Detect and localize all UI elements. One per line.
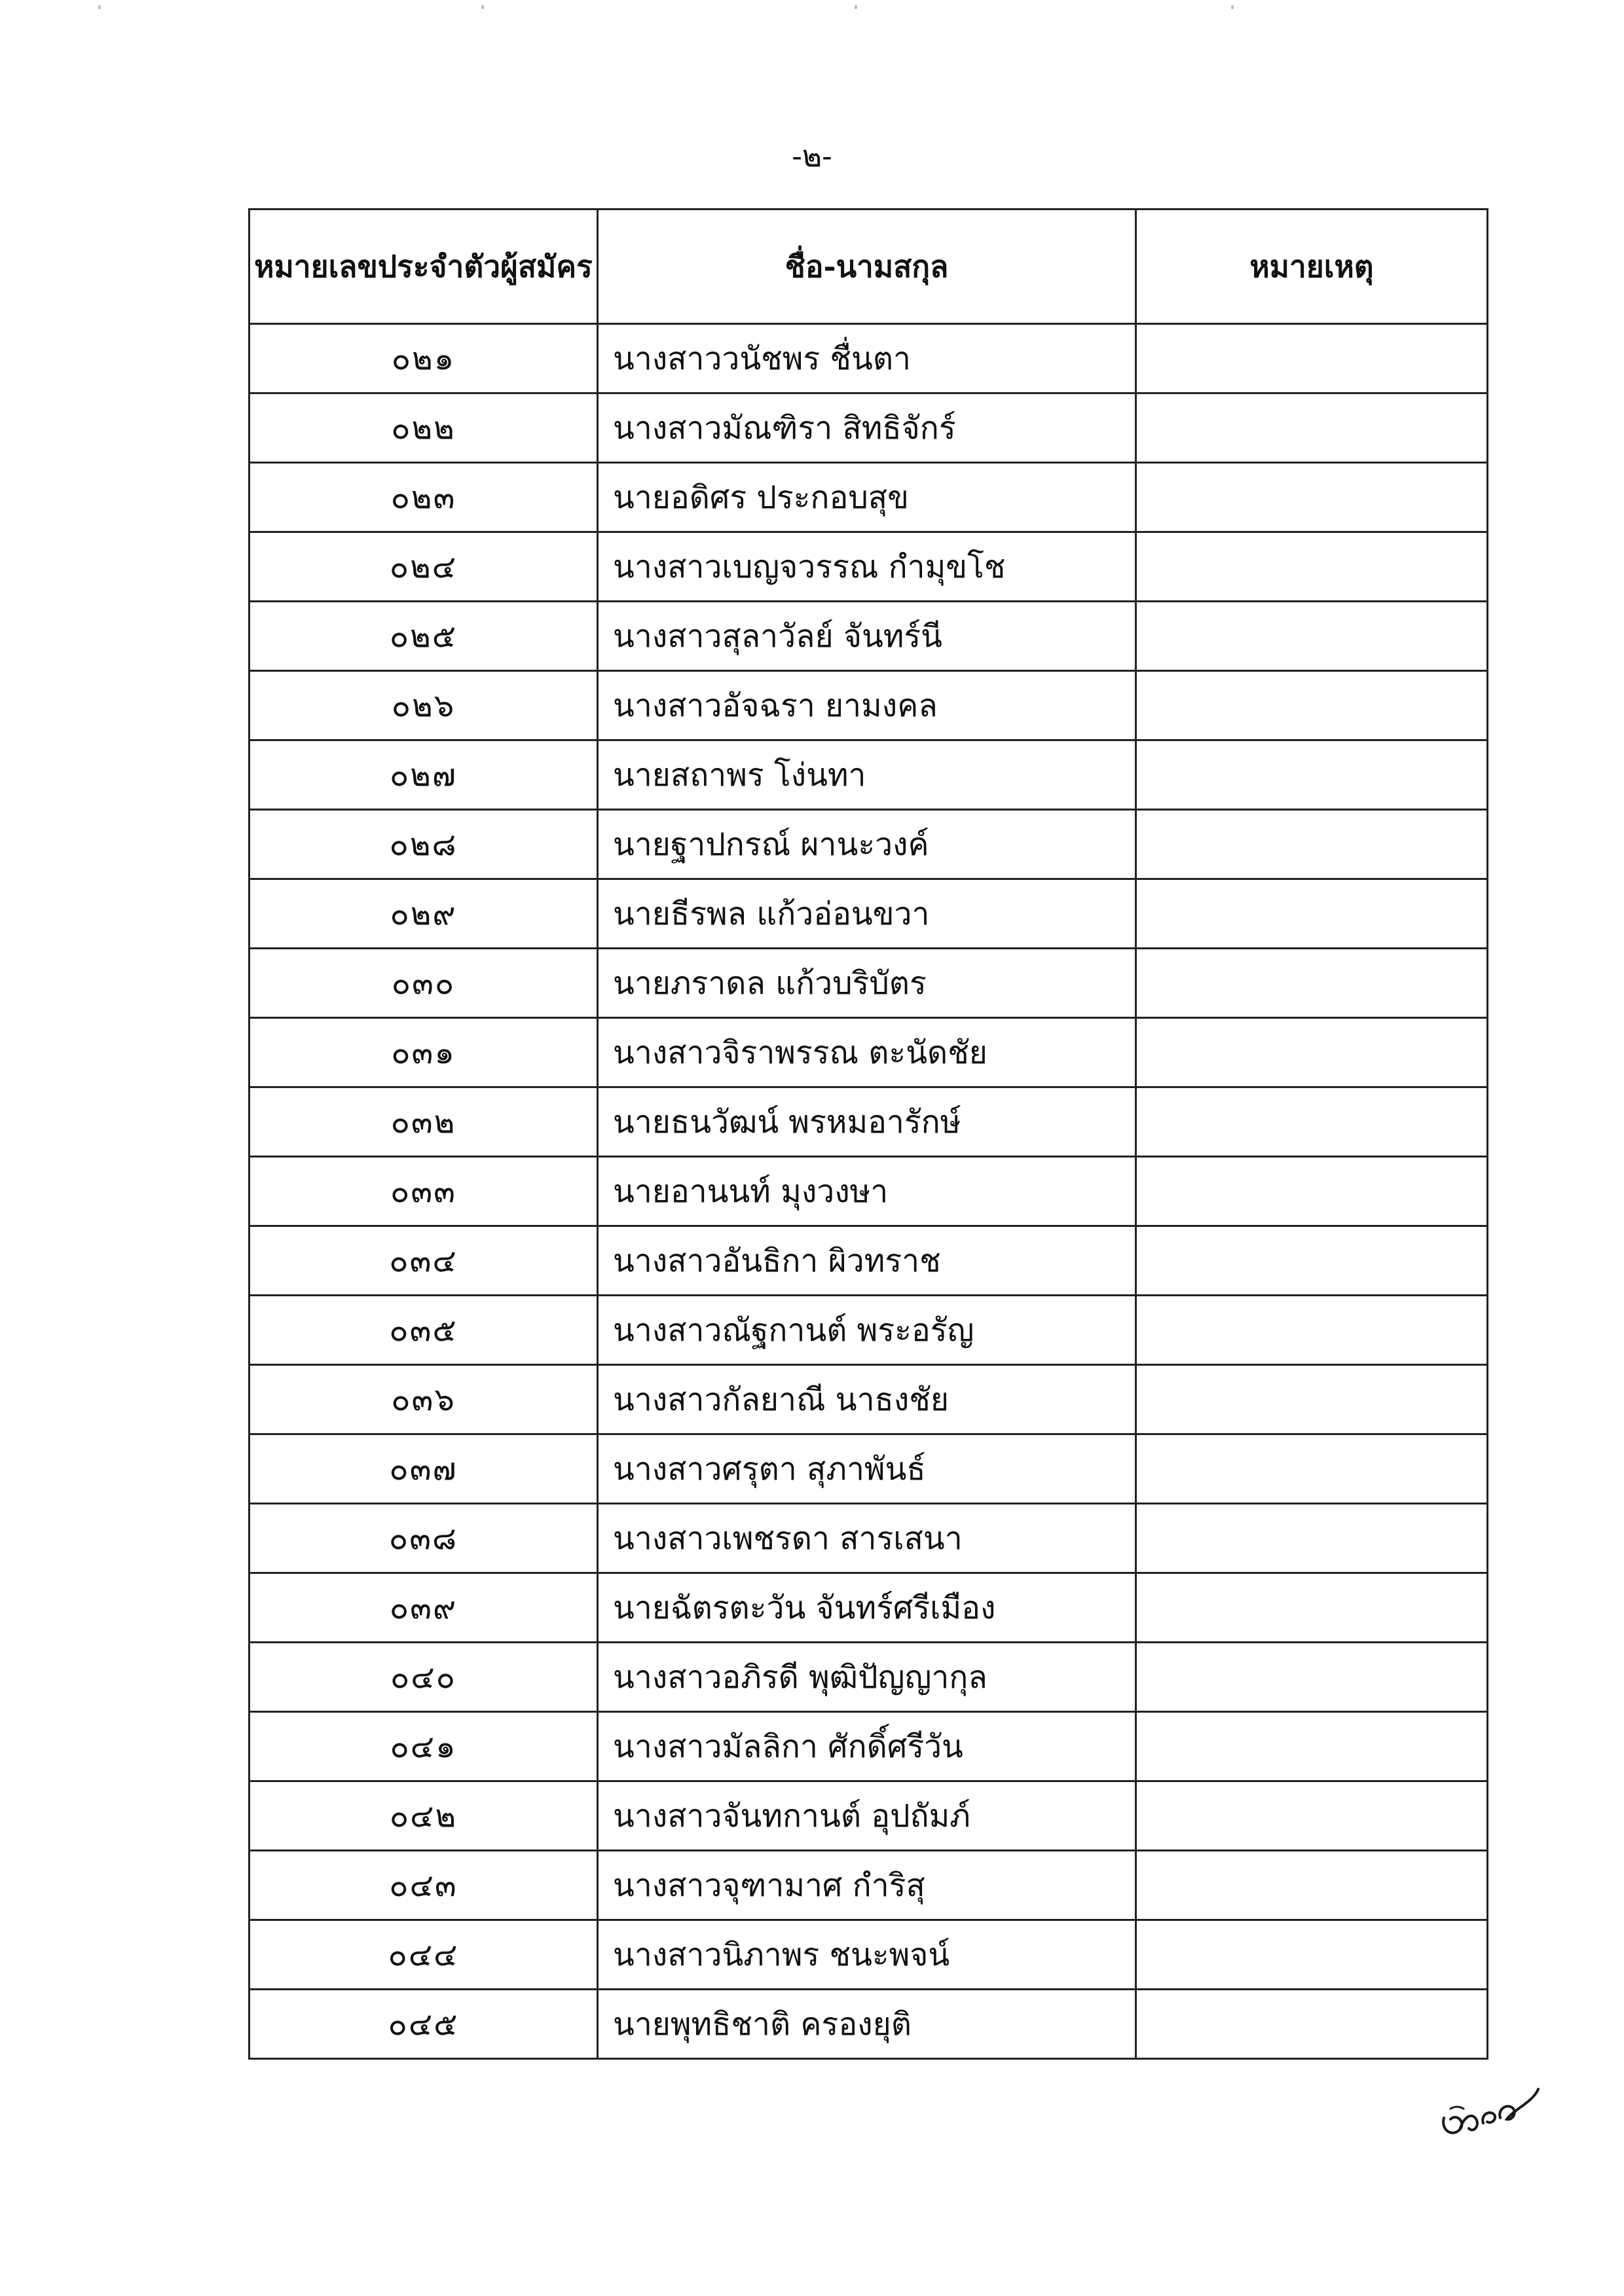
table-row: [249, 1087, 1488, 1157]
remark-cell: [1136, 393, 1488, 463]
remark-cell: [1136, 1920, 1488, 1990]
remark-cell: [1136, 532, 1488, 602]
table-row: [249, 1018, 1488, 1087]
table-row: [249, 463, 1488, 532]
table-row: [249, 671, 1488, 740]
applicant-id-cell: ๐๒๒: [249, 393, 598, 463]
applicant-id-cell: ๐๓๖: [249, 1365, 598, 1434]
applicant-id-cell: ๐๒๔: [249, 532, 598, 602]
applicant-name-cell: นายภราดล แก้วบริบัตร: [598, 949, 1136, 1018]
applicant-name-cell: นางสาวอันธิกา ผิวทราช: [598, 1226, 1136, 1296]
table-row: [249, 1573, 1488, 1643]
table-row: [249, 1851, 1488, 1920]
table-row: [249, 879, 1488, 949]
applicant-id-cell: ๐๒๘: [249, 810, 598, 879]
applicant-name-cell: นางสาวจิราพรรณ ตะนัดชัย: [598, 1018, 1136, 1087]
applicant-name-cell: นางสาวอภิรดี พุฒิปัญญากุล: [598, 1643, 1136, 1712]
table-row: [249, 949, 1488, 1018]
table-row: [249, 1434, 1488, 1504]
applicant-name-cell: นายอานนท์ มุงวงษา: [598, 1157, 1136, 1226]
remark-cell: [1136, 463, 1488, 532]
header-full-name: ชื่อ-นามสกุล: [598, 210, 1136, 324]
applicant-id-cell: ๐๒๙: [249, 879, 598, 949]
applicant-id-cell: ๐๒๓: [249, 463, 598, 532]
applicant-id-cell: ๐๒๗: [249, 740, 598, 810]
remark-cell: [1136, 1365, 1488, 1434]
remark-cell: [1136, 1087, 1488, 1157]
applicant-id-cell: ๐๒๕: [249, 602, 598, 671]
applicant-name-cell: นายฉัตรตะวัน จันทร์ศรีเมือง: [598, 1573, 1136, 1643]
remark-cell: [1136, 1851, 1488, 1920]
applicant-id-cell: ๐๓๓: [249, 1157, 598, 1226]
applicant-name-cell: นางสาวศรุตา สุภาพันธ์: [598, 1434, 1136, 1504]
table-row: [249, 1990, 1488, 2059]
table-row: [249, 393, 1488, 463]
applicant-name-cell: นางสาวมัลลิกา ศักดิ์ศรีวัน: [598, 1712, 1136, 1781]
table-row: [249, 810, 1488, 879]
applicant-id-cell: ๐๓๙: [249, 1573, 598, 1643]
remark-cell: [1136, 1712, 1488, 1781]
table-row: [249, 532, 1488, 602]
remark-cell: [1136, 1643, 1488, 1712]
table-row: [249, 1920, 1488, 1990]
remark-cell: [1136, 879, 1488, 949]
remark-cell: [1136, 1573, 1488, 1643]
scan-mark: [98, 5, 101, 9]
applicant-name-cell: นายพุทธิชาติ ครองยุติ: [598, 1990, 1136, 2059]
applicant-name-cell: นางสาวนิภาพร ชนะพจน์: [598, 1920, 1136, 1990]
applicant-name-cell: นางสาวอัจฉรา ยามงคล: [598, 671, 1136, 740]
table-row: [249, 1643, 1488, 1712]
table-row: [249, 1365, 1488, 1434]
applicant-name-cell: นายอดิศร ประกอบสุข: [598, 463, 1136, 532]
applicant-name-cell: นางสาววนัชพร ชื่นตา: [598, 324, 1136, 393]
applicant-id-cell: ๐๔๐: [249, 1643, 598, 1712]
table-row: [249, 1504, 1488, 1573]
applicant-name-cell: นางสาวสุลาวัลย์ จันทร์นี: [598, 602, 1136, 671]
remark-cell: [1136, 1296, 1488, 1365]
applicant-name-cell: นางสาวจุฑามาศ กำริสุ: [598, 1851, 1136, 1920]
applicant-name-cell: นางสาวมัณฑิรา สิทธิจักร์: [598, 393, 1136, 463]
page-number: -๒-: [792, 138, 832, 173]
remark-cell: [1136, 1990, 1488, 2059]
table-row: [249, 740, 1488, 810]
table-body: [249, 324, 1488, 2059]
applicant-name-cell: นางสาวจันทกานต์ อุปถัมภ์: [598, 1781, 1136, 1851]
applicant-name-cell: นางสาวณัฐกานต์ พระอรัญ: [598, 1296, 1136, 1365]
applicant-id-cell: ๐๓๐: [249, 949, 598, 1018]
remark-cell: [1136, 810, 1488, 879]
table-row: [249, 1781, 1488, 1851]
applicant-name-cell: นายธนวัฒน์ พรหมอารักษ์: [598, 1087, 1136, 1157]
applicant-id-cell: ๐๔๒: [249, 1781, 598, 1851]
remark-cell: [1136, 671, 1488, 740]
applicant-id-cell: ๐๔๓: [249, 1851, 598, 1920]
remark-cell: [1136, 1504, 1488, 1573]
applicant-id-cell: ๐๓๒: [249, 1087, 598, 1157]
remark-cell: [1136, 1434, 1488, 1504]
applicant-id-cell: ๐๔๔: [249, 1920, 598, 1990]
remark-cell: [1136, 1781, 1488, 1851]
signature-initials: [1437, 2072, 1542, 2144]
applicant-id-cell: ๐๓๑: [249, 1018, 598, 1087]
remark-cell: [1136, 949, 1488, 1018]
remark-cell: [1136, 1226, 1488, 1296]
applicant-id-cell: ๐๓๘: [249, 1504, 598, 1573]
applicant-id-cell: ๐๓๔: [249, 1226, 598, 1296]
applicant-id-cell: ๐๓๗: [249, 1434, 598, 1504]
scan-mark: [855, 5, 857, 9]
applicant-name-cell: นางสาวเพชรดา สารเสนา: [598, 1504, 1136, 1573]
remark-cell: [1136, 1157, 1488, 1226]
header-applicant-id: หมายเลขประจำตัวผู้สมัคร: [249, 210, 598, 324]
applicant-name-cell: นางสาวเบญจวรรณ กำมุขโช: [598, 532, 1136, 602]
applicant-table: [248, 208, 1488, 2060]
applicant-name-cell: นายสถาพร โง่นทา: [598, 740, 1136, 810]
applicant-name-cell: นายธีรพล แก้วอ่อนขวา: [598, 879, 1136, 949]
remark-cell: [1136, 740, 1488, 810]
table-row: [249, 602, 1488, 671]
table-header-row: [249, 210, 1488, 324]
remark-cell: [1136, 324, 1488, 393]
header-remarks: หมายเหตุ: [1136, 210, 1488, 324]
table-row: [249, 1226, 1488, 1296]
table-row: [249, 1296, 1488, 1365]
applicant-id-cell: ๐๒๖: [249, 671, 598, 740]
scan-mark: [1231, 5, 1234, 9]
scan-mark: [481, 5, 484, 9]
table-row: [249, 1157, 1488, 1226]
applicant-name-cell: นางสาวกัลยาณี นาธงชัย: [598, 1365, 1136, 1434]
applicant-id-cell: ๐๒๑: [249, 324, 598, 393]
applicant-name-cell: นายฐาปกรณ์ ผานะวงค์: [598, 810, 1136, 879]
applicant-id-cell: ๐๓๕: [249, 1296, 598, 1365]
table-row: [249, 324, 1488, 393]
remark-cell: [1136, 1018, 1488, 1087]
applicant-id-cell: ๐๔๑: [249, 1712, 598, 1781]
table-row: [249, 1712, 1488, 1781]
applicant-id-cell: ๐๔๕: [249, 1990, 598, 2059]
remark-cell: [1136, 602, 1488, 671]
